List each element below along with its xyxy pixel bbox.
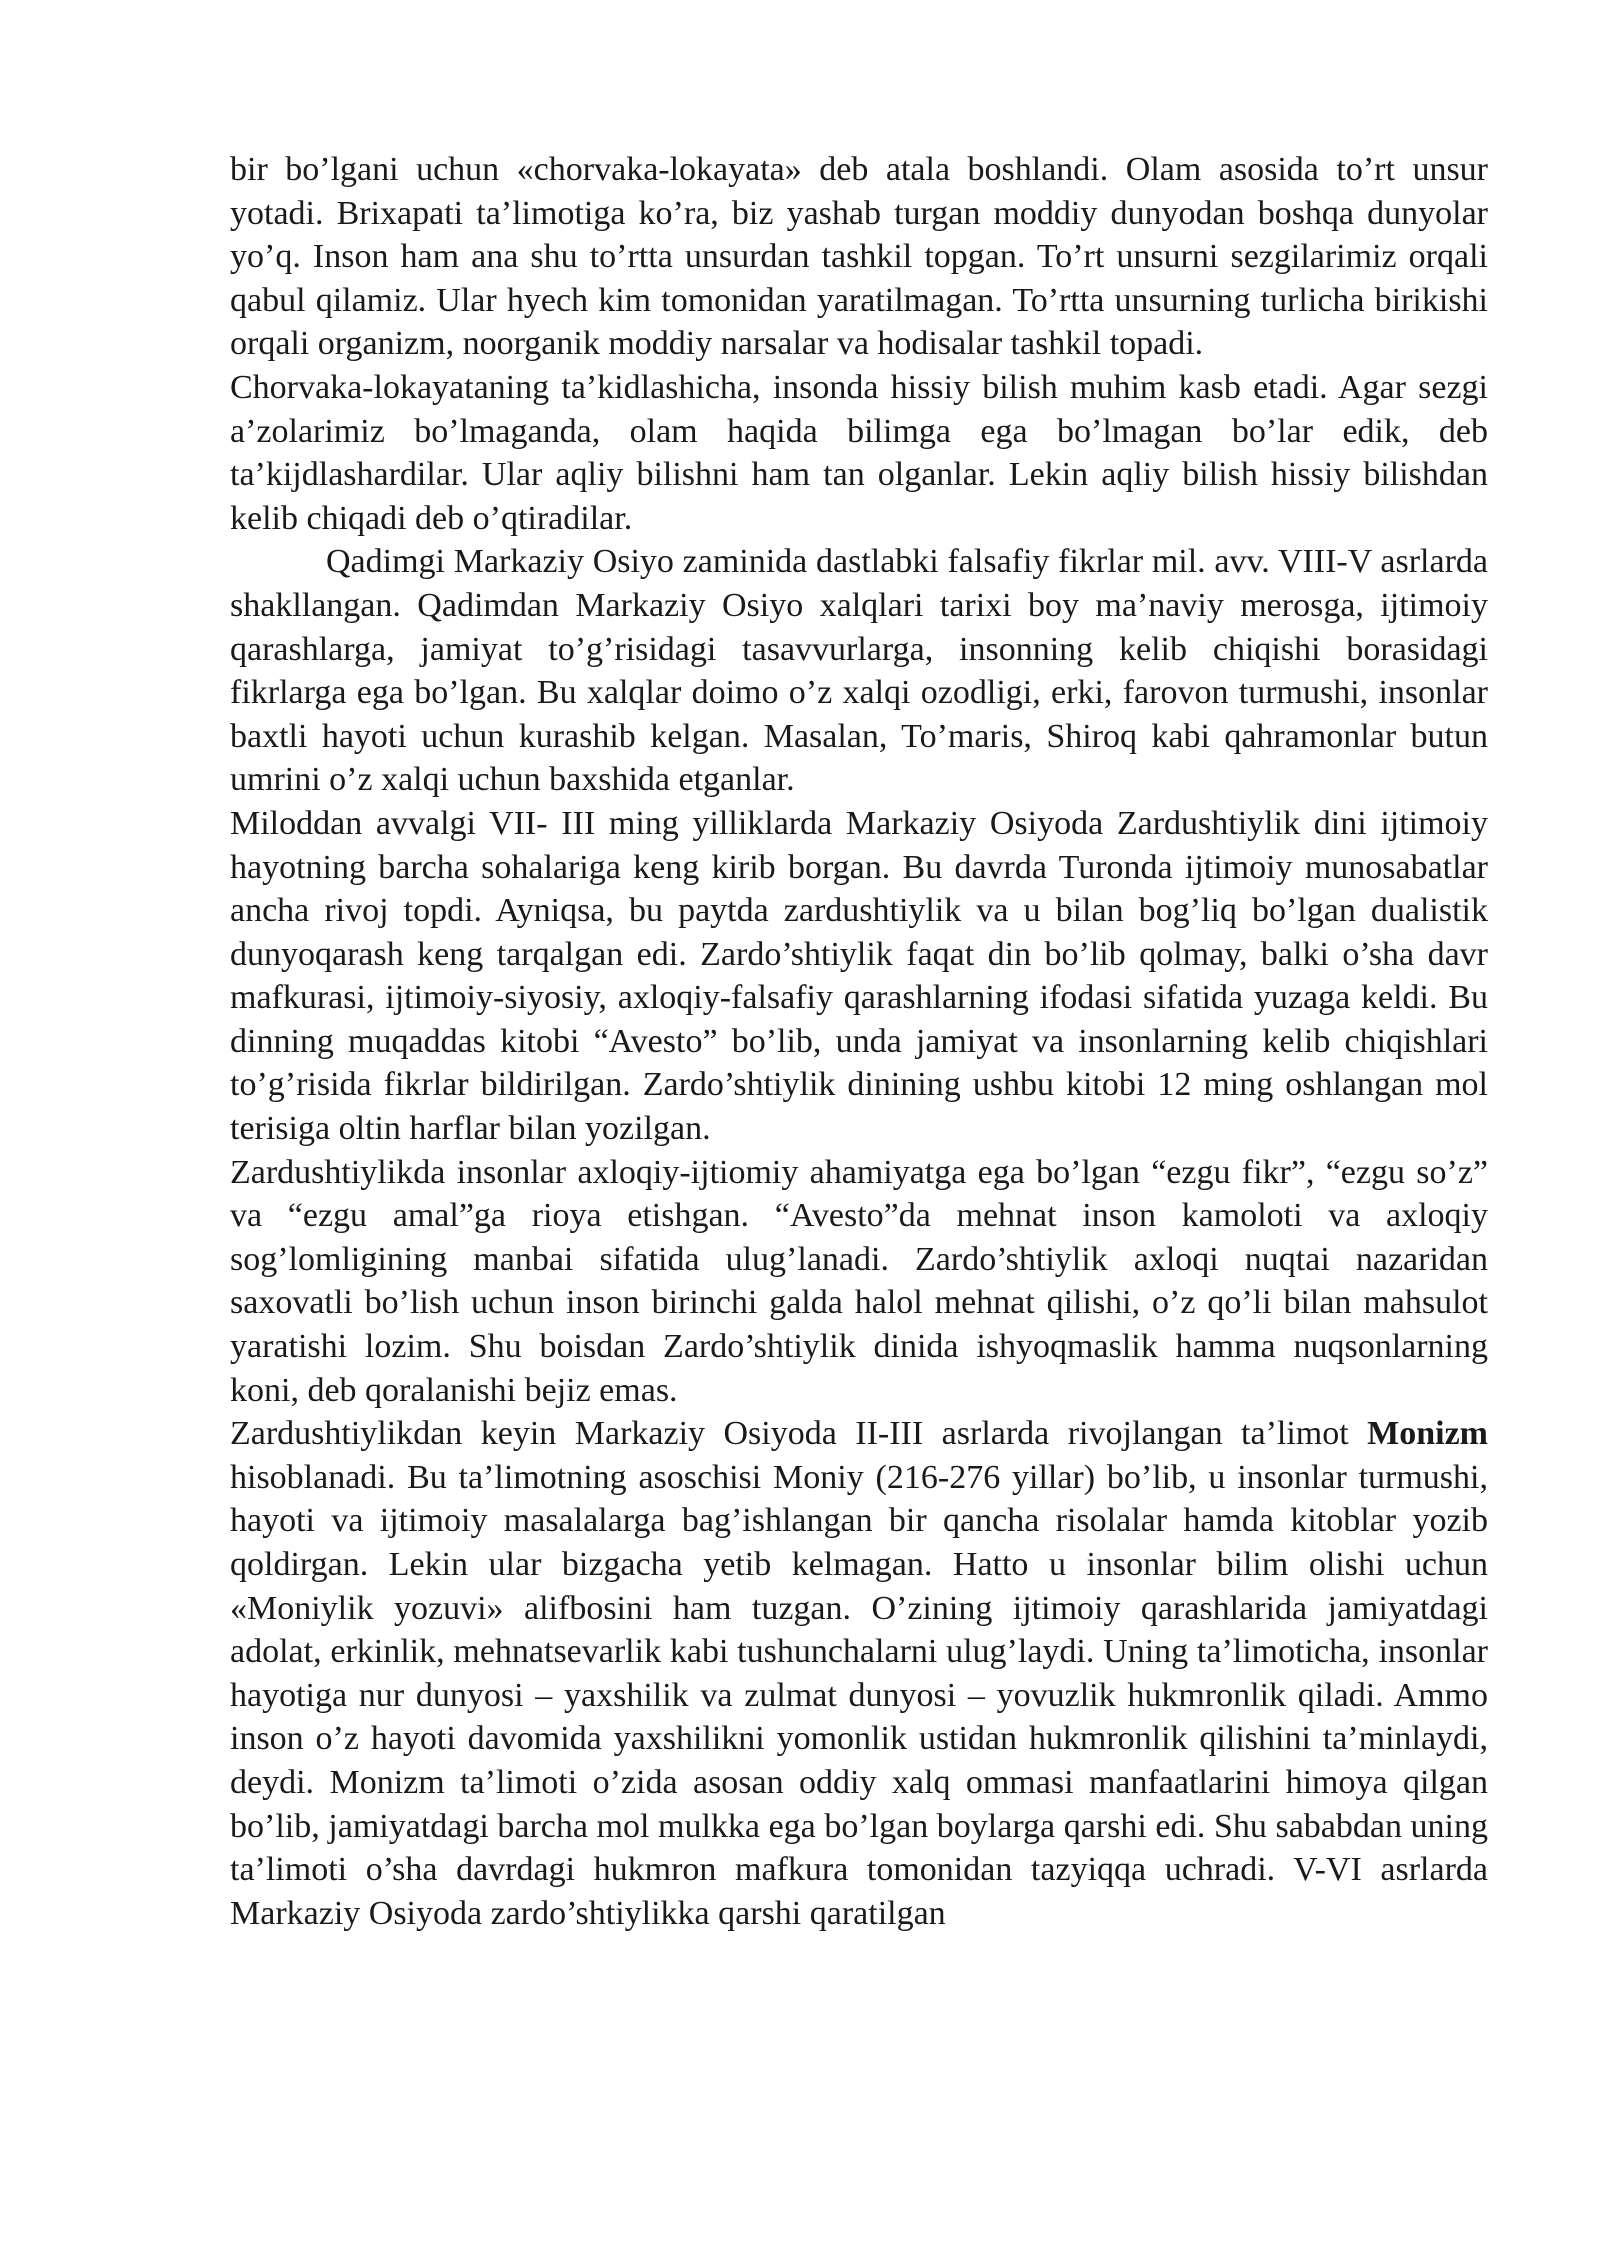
document-page	[230, 148, 1488, 1935]
monizm-text-after: hisoblanadi. Bu ta’limotning asoschisi Moniy (216-276 yillar) bo’lib, u insonlar turmushi, hayoti va ijtimoiy masalalarga bag’ishlangan bir qancha risolalar hamda kitoblar yozib qoldirgan. Lekin ular bizgacha yetib kelmagan. Hatto u insonlar bilim olishi uchun «Moniylik yozuvi» alifbosini ham tuzgan. O’zining ijtimoiy qarashlarida jamiyatdagi adolat, erkinlik, mehnatsevarlik kabi tushunchalarni ulug’laydi. Uning ta’limoticha, insonlar hayotiga nur dunyosi – yaxshilik va zulmat dunyosi – yovuzlik hukmronlik qiladi. Ammo inson o’z hayoti davomida yaxshilikni yomonlik ustidan hukmronlik qilishini ta’minlaydi, deydi. Monizm ta’limoti o’zida asosan oddiy xalq ommasi manfaatlarini himoya qilgan bo’lib, jamiyatdagi barcha mol mulkka ega bo’lgan boylarga qarshi edi. Shu sababdan uning ta’limoti o’sha davrdagi hukmron mafkura tomonidan tazyiqqa uchradi. V-VI asrlarda Markaziy Osiyoda zardo’shtiylikka qarshi qaratilgan	[230, 1458, 1488, 1932]
paragraph-ezgu-fikr: Zardushtiylikda insonlar axloqiy-ijtiomiy ahamiyatga ega bo’lgan “ezgu fikr”, “ezgu so’z” va “ezgu amal”ga rioya etishgan. “Avesto”da mehnat inson kamoloti va axloqiy sog’lomligining manbai sifatida ulug’lanadi. Zardo’shtiylik axloqi nuqtai nazaridan saxovatli bo’lish uchun inson birinchi galda halol mehnat qilishi, o’z qo’li bilan mahsulot yaratishi lozim. Shu boisdan Zardo’shtiylik dinida ishyoqmaslik hamma nuqsonlarning koni, deb qoralanishi bejiz emas.	[230, 1153, 1488, 1409]
paragraph-hissiy-bilish: Chorvaka-lokayataning ta’kidlashicha, insonda hissiy bilish muhim kasb etadi. Agar sezgi a’zolarimiz bo’lmaganda, olam haqida bilimga ega bo’lmagan bo’lar edik, deb ta’kijdlashardilar. Ular aqliy bilishni ham tan olganlar. Lekin aqliy bilish hissiy bilishdan kelib chiqadi deb o’qtiradilar.	[230, 368, 1488, 537]
paragraph-chorvaka-unsurlar: bir bo’lgani uchun «chorvaka-lokayata» deb atala boshlandi. Olam asosida to’rt unsur yotadi. Brixapati ta’limotiga ko’ra, biz yashab turgan moddiy dunyodan boshqa dunyolar yo’q. Inson ham ana shu to’rtta unsurdan tashkil topgan. To’rt unsurni sezgilarimiz orqali qabul qilamiz. Ular hyech kim tomonidan yaratilmagan. To’rtta unsurning turlicha birikishi orqali organizm, noorganik moddiy narsalar va hodisalar tashkil topadi.	[230, 151, 1488, 363]
paragraph-monizm	[230, 1412, 1488, 1935]
monizm-term: Monizm	[1367, 1415, 1488, 1453]
monizm-text-before: Zardushtiylikdan keyin Markaziy Osiyoda II-III asrlarda rivojlangan ta’limot	[230, 1415, 1368, 1453]
paragraph-qadimgi-markaziy-osiyo: Qadimgi Markaziy Osiyo zaminida dastlabki falsafiy fikrlar mil. avv. VIII-V asrlarda shakllangan. Qadimdan Markaziy Osiyo xalqlari tarixi boy ma’naviy merosga, ijtimoiy qarashlarga, jamiyat to’g’risidagi tasavvurlarga, insonning kelib chiqishi borasidagi fikrlarga ega bo’lgan. Bu xalqlar doimo o’z xalqi ozodligi, erki, farovon turmushi, insonlar baxtli hayoti uchun kurashib kelgan. Masalan, To’maris, Shiroq kabi qahramonlar butun umrini o’z xalqi uchun baxshida etganlar.	[230, 543, 1488, 799]
paragraph-zardushtiylik-dini: Miloddan avvalgi VII- III ming yilliklarda Markaziy Osiyoda Zardushtiylik dini ijtimoiy hayotning barcha sohalariga keng kirib borgan. Bu davrda Turonda ijtimoiy munosabatlar ancha rivoj topdi. Ayniqsa, bu paytda zardushtiylik va u bilan bog’liq bo’lgan dualistik dunyoqarash keng tarqalgan edi. Zardo’shtiylik faqat din bo’lib qolmay, balki o’sha davr mafkurasi, ijtimoiy-siyosiy, axloqiy-falsafiy qarashlarning ifodasi sifatida yuzaga keldi. Bu dinning muqaddas kitobi “Avesto” bo’lib, unda jamiyat va insonlarning kelib chiqishlari to’g’risida fikrlar bildirilgan. Zardo’shtiylik dinining ushbu kitobi 12 ming oshlangan mol terisiga oltin harflar bilan yozilgan.	[230, 804, 1488, 1148]
